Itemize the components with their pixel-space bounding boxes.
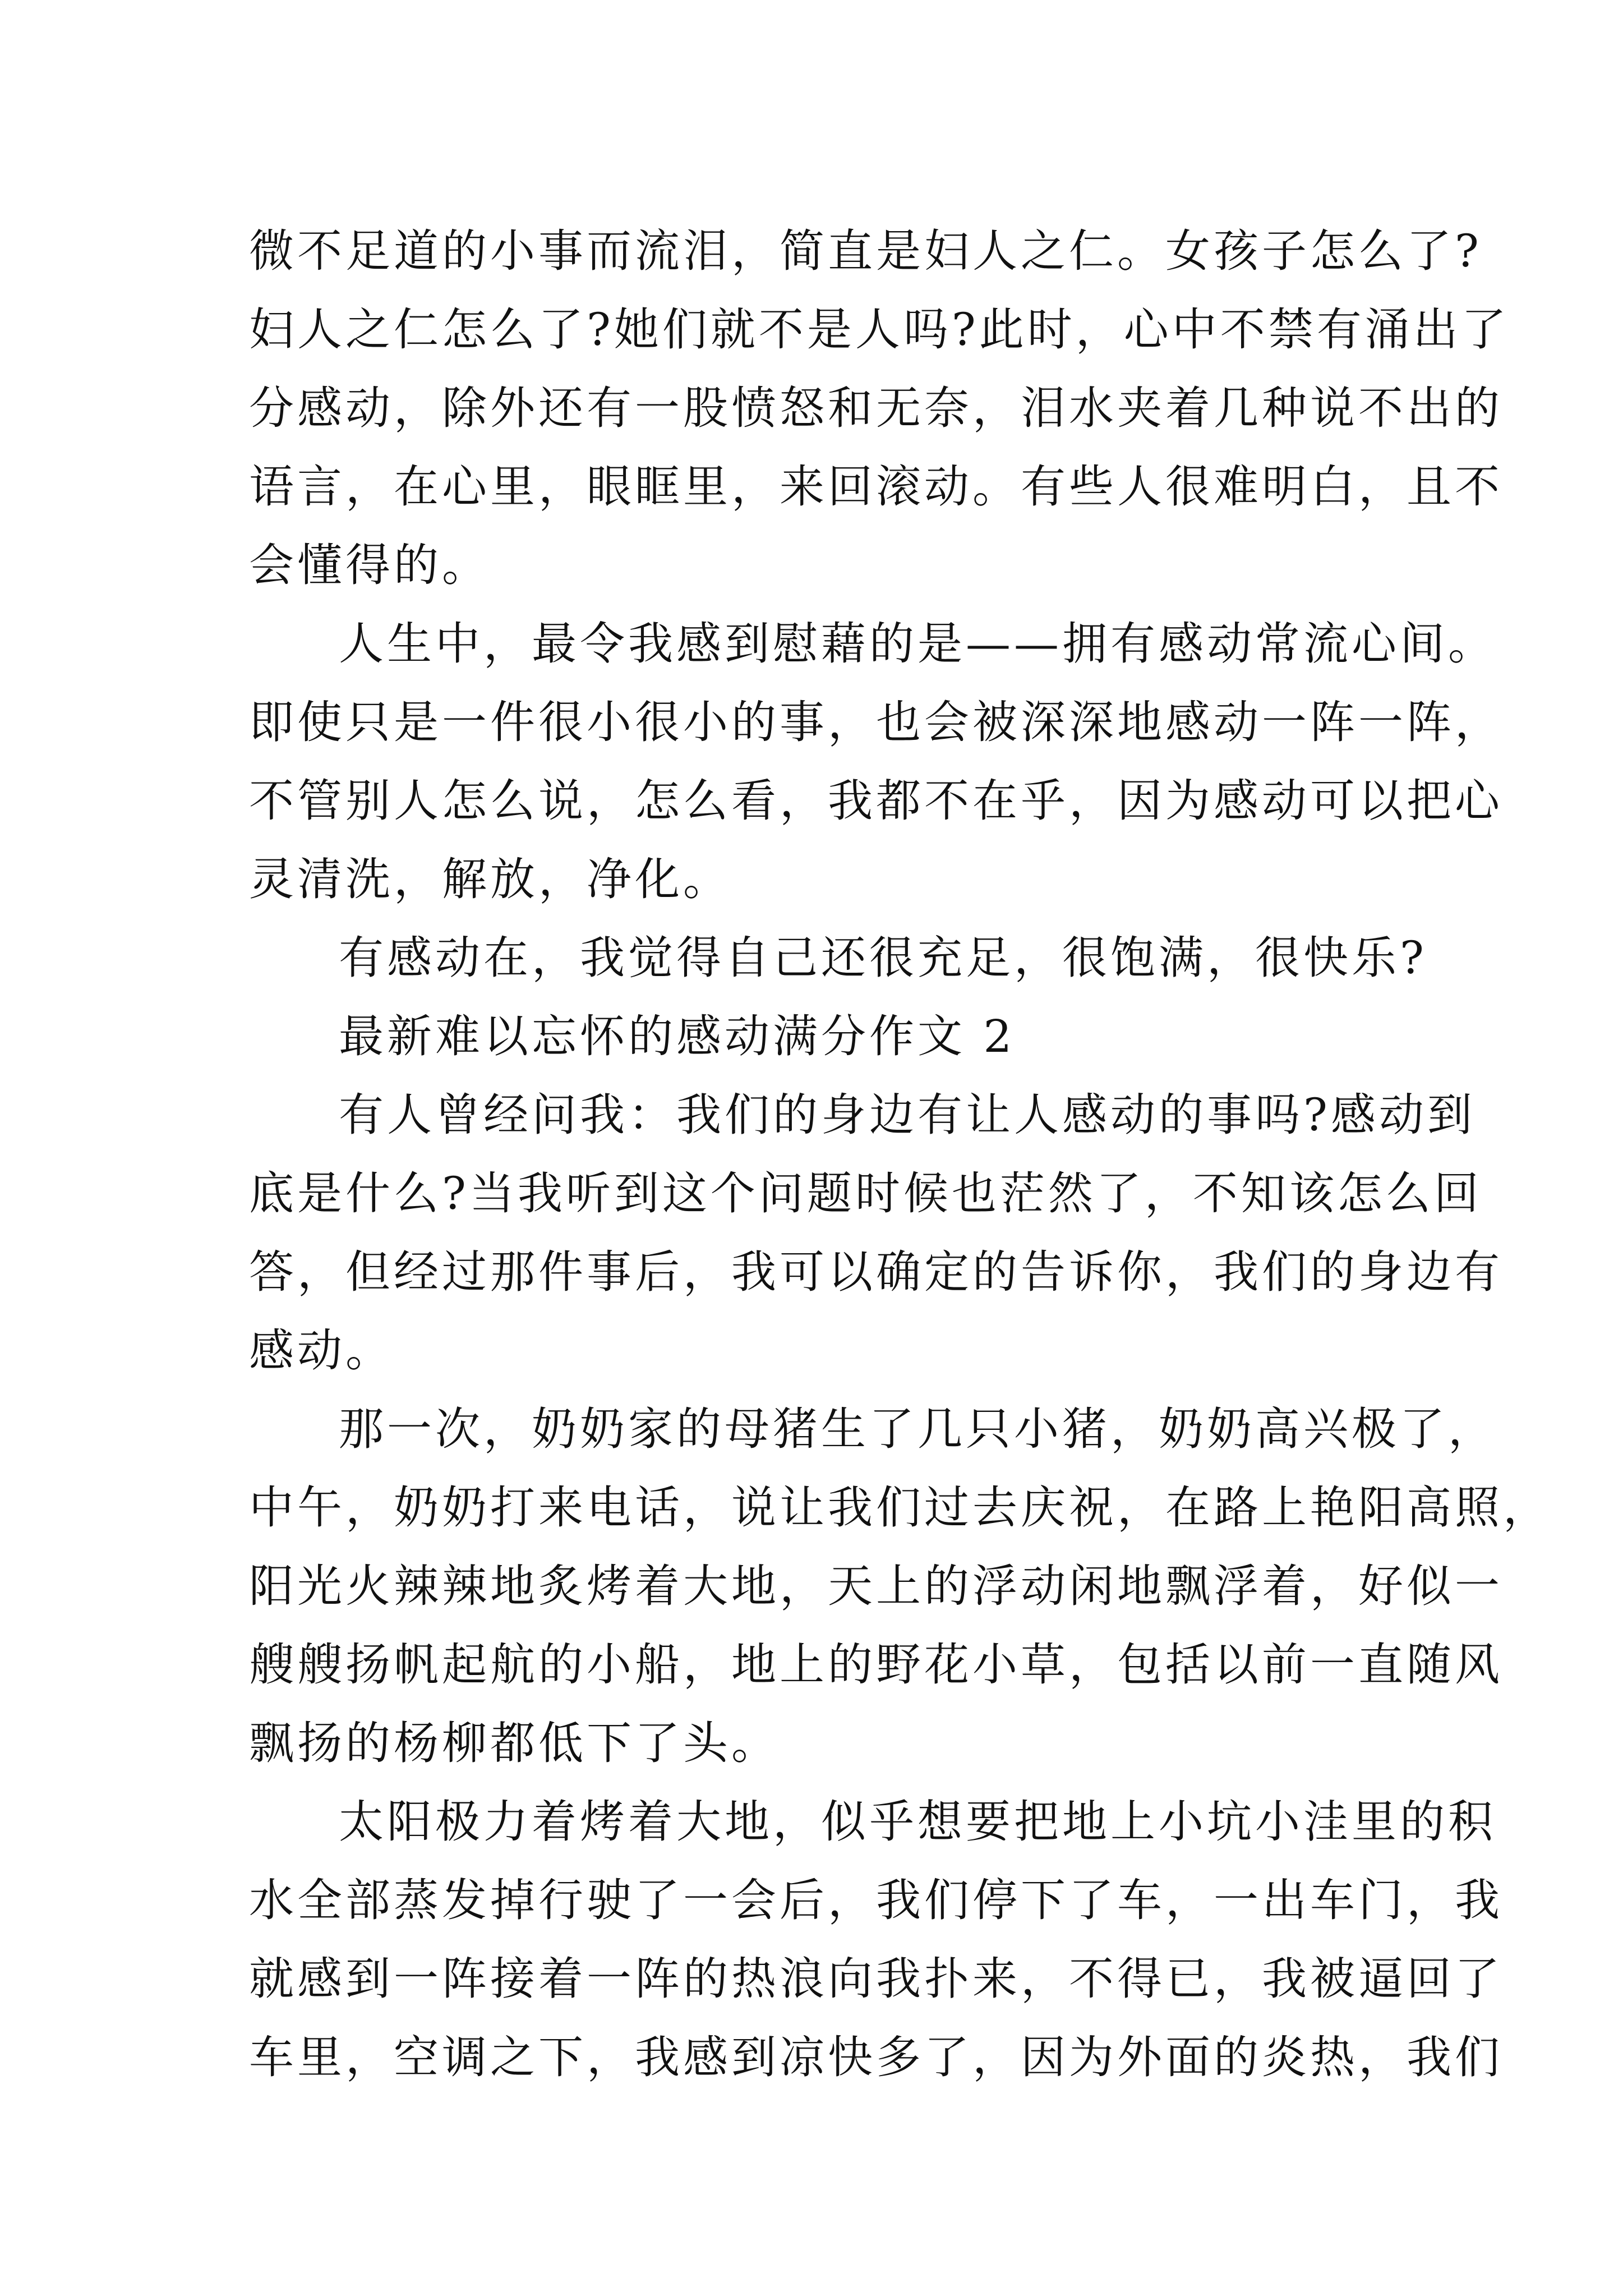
text-line: 飘扬的杨柳都低下了头。 xyxy=(249,1717,780,1769)
text-line: 会懂得的。 xyxy=(249,539,490,591)
text-line: 答，但经过那件事后，我可以确定的告诉你，我们的身边有 xyxy=(249,1246,1503,1298)
text-line: 车里，空调之下，我感到凉快多了，因为外面的炎热，我们 xyxy=(249,2031,1503,2083)
document-body xyxy=(249,212,1551,2097)
text-line: 分感动，除外还有一股愤怒和无奈，泪水夹着几种说不出的 xyxy=(249,382,1503,434)
text-line: 底是什么?当我听到这个问题时候也茫然了，不知该怎么回 xyxy=(249,1167,1482,1220)
text-line: 感动。 xyxy=(249,1324,394,1377)
paragraph-first-line: 最新难以忘怀的感动满分作文 2 xyxy=(339,1010,1016,1062)
text-line: 微不足道的小事而流泪，简直是妇人之仁。女孩子怎么了? xyxy=(249,225,1482,277)
text-line: 艘艘扬帆起航的小船，地上的野花小草，包括以前一直随风 xyxy=(249,1639,1503,1691)
paragraph-first-line: 那一次，奶奶家的母猪生了几只小猪，奶奶高兴极了， xyxy=(339,1403,1496,1455)
text-line: 就感到一阵接着一阵的热浪向我扑来，不得已，我被逼回了 xyxy=(249,1953,1503,2005)
text-line: 水全部蒸发掉行驶了一会后，我们停下了车，一出车门，我 xyxy=(249,1874,1503,1926)
text-line: 不管别人怎么说，怎么看，我都不在乎，因为感动可以把心 xyxy=(249,775,1503,827)
paragraph-first-line: 人生中，最令我感到慰藉的是——拥有感动常流心间。 xyxy=(339,618,1496,670)
text-line: 语言，在心里，眼眶里，来回滚动。有些人很难明白，且不 xyxy=(249,461,1503,513)
text-line: 中午，奶奶打来电话，说让我们过去庆祝，在路上艳阳高照， xyxy=(249,1481,1551,1534)
paragraph-first-line: 太阳极力着烤着大地，似乎想要把地上小坑小洼里的积 xyxy=(339,1796,1496,1848)
text-line: 即使只是一件很小很小的事，也会被深深地感动一阵一阵， xyxy=(249,696,1503,748)
text-line: 灵清洗，解放，净化。 xyxy=(249,853,731,905)
paragraph-first-line: 有感动在，我觉得自己还很充足，很饱满，很快乐? xyxy=(339,932,1427,984)
text-line: 阳光火辣辣地炙烤着大地，天上的浮动闲地飘浮着，好似一 xyxy=(249,1560,1503,1612)
paragraph-first-line: 有人曾经问我：我们的身边有让人感动的事吗?感动到 xyxy=(339,1089,1476,1141)
text-line: 妇人之仁怎么了?她们就不是人吗?此时，心中不禁有涌出了 xyxy=(249,303,1510,356)
